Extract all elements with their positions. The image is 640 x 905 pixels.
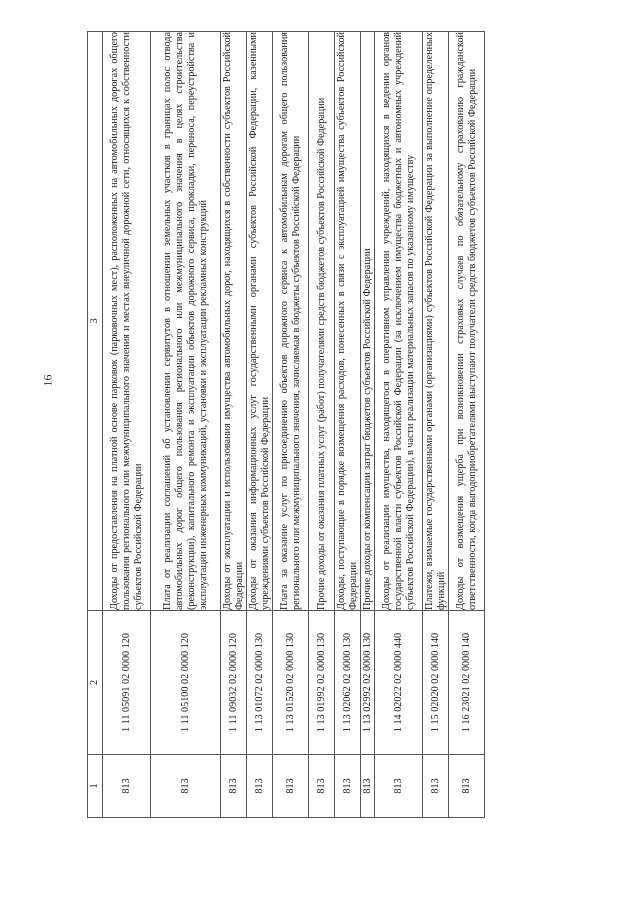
admin-code-cell: 813	[335, 755, 361, 818]
description-cell: Доходы от реализации имущества, находящегося в оперативном управлении учреждений, находящихся в ведении органов государственной власти субъектов Российской Федерации (за исключением имущества бюджетных и автономных учреждений субъектов Российской Федерации), в части реализации материальных запасов по указанному имуществу	[375, 32, 423, 611]
header-cell-admin: 1	[88, 755, 103, 818]
table-row	[335, 32, 361, 818]
header-cell-code: 2	[88, 611, 103, 755]
table-row	[449, 32, 485, 818]
table-row	[247, 32, 273, 818]
table-row	[309, 32, 335, 818]
table-row	[361, 32, 375, 818]
budget-code-cell: 1 13 02062 02 0000 130	[335, 611, 361, 755]
admin-code-cell: 813	[449, 755, 485, 818]
description-cell: Плата за оказание услуг по присоединению объектов дорожного сервиса к автомобильным дорогам общего пользования регионального или межмуниципального значения, зачисляемая в бюджеты субъектов Российской Федерации	[273, 32, 309, 611]
table-row	[151, 32, 221, 818]
budget-code-cell: 1 16 23021 02 0000 140	[449, 611, 485, 755]
admin-code-cell: 813	[151, 755, 221, 818]
budget-code-cell: 1 11 05091 02 0000 120	[103, 611, 151, 755]
table-body	[88, 32, 485, 818]
table-row	[375, 32, 423, 818]
header-cell-description: 3	[88, 32, 103, 611]
admin-code-cell: 813	[375, 755, 423, 818]
description-cell: Платежи, взимаемые государственными органами (организациями) субъектов Российской Федерации за выполнение определенных функций	[423, 32, 447, 610]
budget-code-cell: 1 14 02022 02 0000 440	[375, 611, 423, 755]
table-header-row	[88, 32, 103, 818]
table-row	[423, 32, 449, 818]
table-row	[103, 32, 151, 818]
description-cell: Прочие доходы от оказания платных услуг (работ) получателями средств бюджетов субъектов Российской Федерации	[309, 32, 335, 611]
budget-code-cell: 1 11 05100 02 0000 120	[151, 611, 221, 755]
income-table	[87, 31, 485, 818]
description-cell: Доходы от возмещения ущерба при возникновении страховых случаев по обязательному страхованию гражданской ответственности, когда выгодоприобретателями выступают получатели средств бюджетов субъектов Российской Федерации	[449, 32, 485, 611]
description-cell: Доходы, поступающие в порядке возмещения расходов, понесенных в связи с эксплуатацией имущества субъектов Российской Федерации	[335, 32, 359, 610]
description-cell: Доходы от предоставления на платной основе парковок (парковочных мест), расположенных на автомобильных дорогах общего пользования регионального или межмуниципального значения и местах внеуличной дорожной сети, относящихся к собственности субъектов Российской Федерации	[103, 32, 151, 611]
admin-code-cell: 813	[221, 755, 247, 818]
budget-code-cell: 1 13 01520 02 0000 130	[273, 611, 309, 755]
description-cell: Плата от реализации соглашений об установлении сервитутов в отношении земельных участков в границах полос отвода автомобильных дорог общего пользования регионального или межмуниципального значения в целях строительства (реконструкции), капитального ремонта и эксплуатации объектов дорожного сервиса, прокладки, переноса, переустройства и эксплуатации инженерных коммуникаций, установки и эксплуатации рекламных конструкций	[151, 32, 221, 611]
rotated-table-container	[87, 32, 542, 818]
budget-code-cell: 1 15 02020 02 0000 140	[423, 611, 449, 755]
admin-code-cell: 813	[247, 755, 273, 818]
description-cell: Доходы от эксплуатации и использования имущества автомобильных дорог, находящихся в собственности субъектов Российской Федерации	[221, 32, 245, 610]
description-cell: Прочие доходы от компенсации затрат бюджетов субъектов Российской Федерации	[361, 32, 375, 611]
budget-code-cell: 1 13 01992 02 0000 130	[309, 611, 335, 755]
table-row	[221, 32, 247, 818]
budget-code-cell: 1 11 09032 02 0000 120	[221, 611, 247, 755]
description-cell: Доходы от оказания информационных услуг государственными органами субъектов Российской Федерации, казенными учреждениями субъектов Российской Федерации	[247, 32, 271, 610]
admin-code-cell: 813	[361, 755, 375, 818]
admin-code-cell: 813	[103, 755, 151, 818]
budget-code-cell: 1 13 02992 02 0000 130	[361, 611, 375, 755]
page-number: 16	[40, 374, 55, 387]
admin-code-cell: 813	[423, 755, 449, 818]
budget-code-cell: 1 13 01072 02 0000 130	[247, 611, 273, 755]
admin-code-cell: 813	[273, 755, 309, 818]
admin-code-cell: 813	[309, 755, 335, 818]
table-row	[273, 32, 309, 818]
